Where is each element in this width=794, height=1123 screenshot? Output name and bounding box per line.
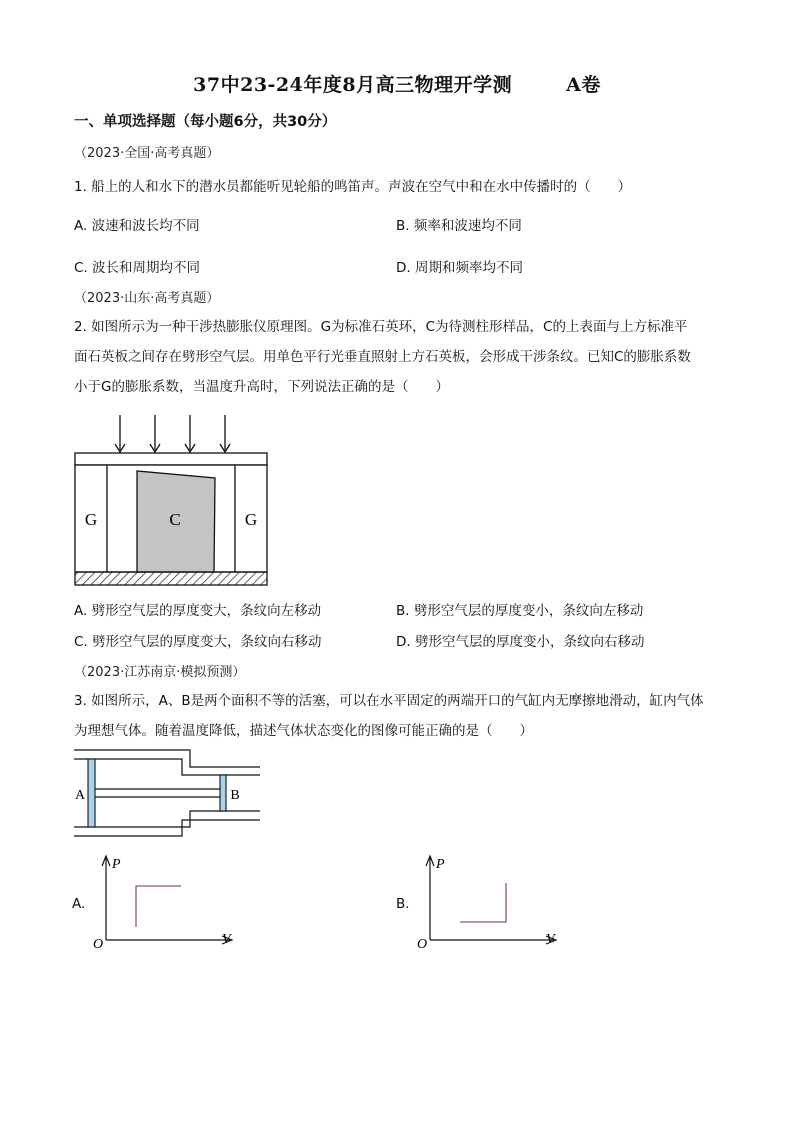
piston-b — [220, 775, 226, 811]
page-title — [0, 70, 794, 97]
q3-cylinder-figure — [70, 748, 270, 838]
title-suffix: A卷 — [566, 74, 601, 96]
graph-a-origin: O — [93, 937, 104, 950]
q3-stem-line-1: 3. 如图所示，A、B是两个面积不等的活塞，可以在水平固定的两端开口的气缸内无摩擦地滑动，缸内气体 — [74, 693, 704, 709]
graph-b-process-line — [460, 883, 506, 922]
label-piston-a: A — [74, 788, 86, 803]
q1-option-c: C. 波长和周期均不同 — [74, 260, 201, 276]
graph-b-x-label: V — [546, 932, 555, 947]
graph-a-process-line — [136, 886, 181, 927]
section-heading: 一、单项选择题（每小题6分，共30分） — [74, 114, 337, 130]
graph-b-origin: O — [417, 937, 428, 950]
graph-a-x-label: V — [222, 932, 231, 947]
q3-graph-b — [414, 850, 564, 950]
label-c: C — [169, 510, 181, 529]
graph-a-y-label: P — [112, 857, 121, 872]
graph-b-y-label: P — [436, 857, 445, 872]
q2-option-b: B. 劈形空气层的厚度变小，条纹向左移动 — [396, 603, 644, 619]
light-ray-arrows — [115, 415, 230, 452]
q2-option-c: C. 劈形空气层的厚度变大，条纹向右移动 — [74, 634, 322, 650]
q2-option-d: D. 劈形空气层的厚度变小，条纹向右移动 — [396, 634, 645, 650]
q2-option-a: A. 劈形空气层的厚度变大，条纹向左移动 — [74, 603, 322, 619]
quartz-plate — [75, 453, 267, 465]
hatched-base — [75, 572, 267, 585]
q3-source: （2023·江苏南京·模拟预测） — [74, 665, 246, 680]
q1-option-b: B. 频率和波速均不同 — [396, 218, 522, 234]
q2-stem-line-2: 面石英板之间存在劈形空气层。用单色平行光垂直照射上方石英板，会形成干涉条纹。已知C的膨胀系数 — [74, 349, 691, 365]
q1-source: （2023·全国·高考真题） — [74, 146, 220, 161]
q3-graph-b-option: B. — [396, 896, 410, 912]
q2-stem-line-1: 2. 如图所示为一种干涉热膨胀仪原理图。G为标准石英环，C为待测柱形样品，C的上表面与上方标准平 — [74, 319, 688, 335]
q3-stem-line-2: 为理想气体。随着温度降低，描述气体状态变化的图像可能正确的是（ ） — [74, 723, 533, 739]
q2-dilatometer-figure — [70, 410, 275, 590]
q1-option-a: A. 波速和波长均不同 — [74, 218, 200, 234]
q1-stem: 1. 船上的人和水下的潜水员都能听见轮船的鸣笛声。声波在空气中和在水中传播时的（ ） — [74, 179, 632, 195]
label-g-left: G — [84, 510, 98, 529]
q2-source: （2023·山东·高考真题） — [74, 291, 220, 306]
label-g-right: G — [244, 510, 258, 529]
q2-stem-line-3: 小于G的膨胀系数，当温度升高时，下列说法正确的是（ ） — [74, 379, 449, 395]
q3-graph-a-option: A. — [72, 896, 86, 912]
cylinder-bottom-inner — [74, 811, 260, 827]
q1-option-d: D. 周期和频率均不同 — [396, 260, 523, 276]
title-main: 37中23-24年度8月高三物理开学测 — [193, 74, 513, 96]
label-piston-b: B — [230, 788, 240, 803]
piston-a — [88, 759, 95, 827]
q3-graph-a — [90, 850, 240, 950]
cylinder-bottom-outer — [74, 820, 260, 836]
